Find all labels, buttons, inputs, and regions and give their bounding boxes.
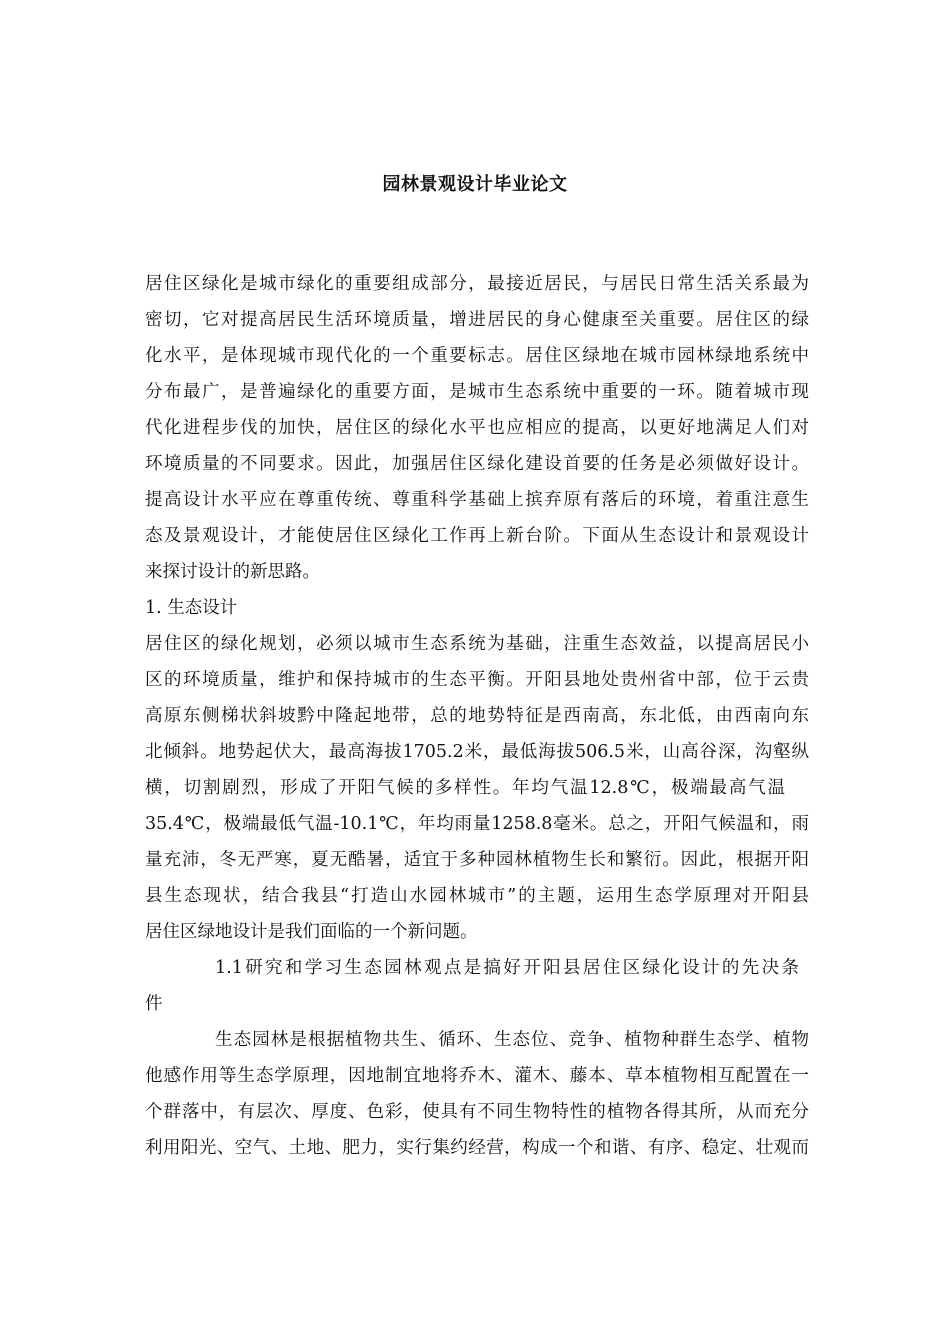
body-line-7: 提高设计水平应在尊重传统、尊重科学基础上摈弃原有落后的环境，着重注意生 [145,490,809,510]
document-title: 园林景观设计毕业论文 [382,174,568,195]
body-line-6: 环境质量的不同要求。因此，加强居住区绿化建设首要的任务是必须做好设计。 [145,454,809,474]
body-line-22: 生态园林是根据植物共生、循环、生态位、竞争、植物种群生态学、植物 [215,1030,809,1050]
body-line-11: 居住区的绿化规划，必须以城市生态系统为基础，注重生态效益，以提高居民小 [145,634,809,654]
body-line-3: 化水平，是体现城市现代化的一个重要标志。居住区绿地在城市园林绿地系统中 [145,346,809,366]
section-heading-1: 1. 生态设计 [145,598,238,618]
body-line-17: 量充沛，冬无严寒，夏无酷暑，适宜于多种园林植物生长和繁衍。因此，根据开阳 [145,850,809,870]
body-line-8: 态及景观设计，才能使居住区绿化工作再上新台阶。下面从生态设计和景观设计 [145,526,809,546]
body-line-24: 个群落中，有层次、厚度、色彩，使具有不同生物特性的植物各得其所，从而充分 [145,1102,809,1122]
subsection-heading-1-1-cont: 件 [145,994,163,1014]
body-line-18: 县生态现状，结合我县“打造山水园林城市”的主题，运用生态学原理对开阳县 [145,886,809,906]
body-line-13: 高原东侧梯状斜坡黔中隆起地带，总的地势特征是西南高，东北低，由西南向东 [145,706,809,726]
body-line-25: 利用阳光、空气、土地、肥力，实行集约经营，构成一个和谐、有序、稳定、壮观而 [145,1138,809,1158]
subsection-heading-1-1: 1.1研究和学习生态园林观点是搞好开阳县居住区绿化设计的先决条 [215,958,799,978]
body-line-5: 代化进程步伐的加快，居住区的绿化水平也应相应的提高，以更好地满足人们对 [145,418,809,438]
body-line-2: 密切，它对提高居民生活环境质量，增进居民的身心健康至关重要。居住区的绿 [145,310,809,330]
body-line-12: 区的环境质量，维护和保持城市的生态平衡。开阳县地处贵州省中部，位于云贵 [145,670,809,690]
body-line-16: 35.4℃，极端最低气温-10.1℃，年均雨量1258.8毫米。总之，开阳气候温和，雨 [145,814,809,834]
body-line-15: 横，切割剧烈，形成了开阳气候的多样性。年均气温12.8℃，极端最高气温 [145,778,785,798]
body-line-9: 来探讨设计的新思路。 [145,562,320,582]
body-line-14: 北倾斜。地势起伏大，最高海拔1705.2米，最低海拔506.5米，山高谷深，沟壑纵 [145,742,809,762]
body-line-19: 居住区绿地设计是我们面临的一个新问题。 [145,922,478,942]
body-line-23: 他感作用等生态学原理，因地制宜地将乔木、灌木、藤本、草本植物相互配置在一 [145,1066,809,1086]
body-line-4: 分布最广，是普遍绿化的重要方面，是城市生态系统中重要的一环。随着城市现 [145,382,809,402]
body-line-1: 居住区绿化是城市绿化的重要组成部分，最接近居民，与居民日常生活关系最为 [145,274,809,294]
